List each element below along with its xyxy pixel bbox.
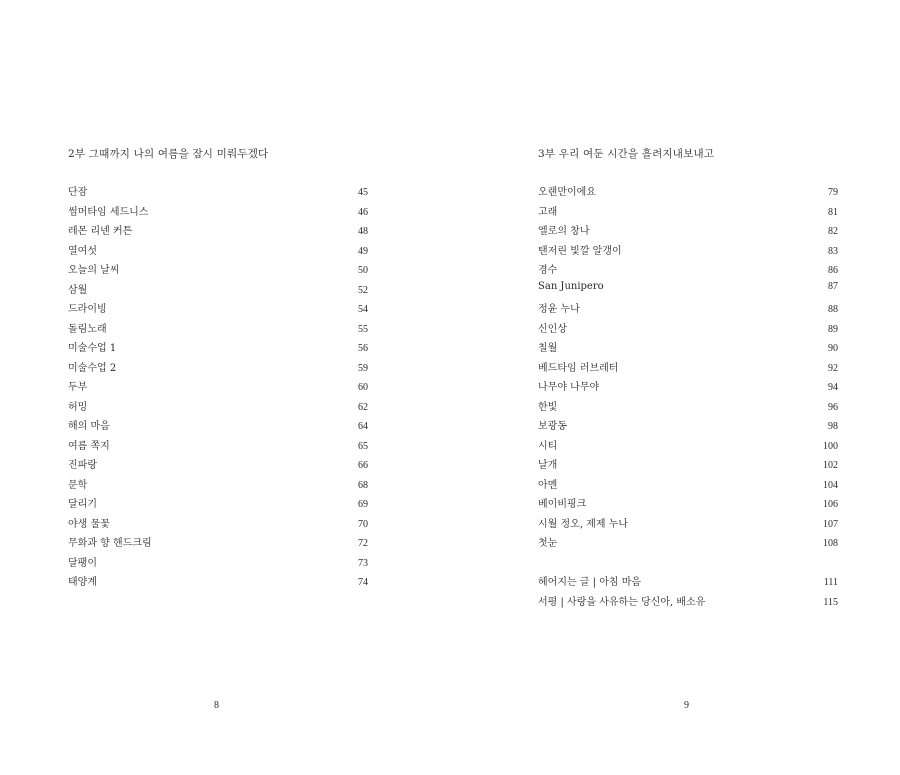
section-title: 3부 우리 여둔 시간을 흘려지내보내고 <box>538 148 715 160</box>
toc-entry-title: 헤어지는 글 | 아침 마음 <box>538 577 642 588</box>
toc-spacer <box>538 554 838 574</box>
toc-entry-page: 89 <box>828 323 838 335</box>
toc-entry-title: 삼월 <box>68 284 88 296</box>
toc-entry-title: 탠저린 빛깔 알갱이 <box>538 245 622 257</box>
toc-entry-page: 69 <box>358 499 368 510</box>
toc-entry-title: 미술수업 2 <box>68 362 117 374</box>
toc-entry-title: 보광동 <box>538 421 567 432</box>
toc-entry-title: 허밍 <box>68 401 88 413</box>
toc-entry[interactable] <box>68 281 368 301</box>
toc-list <box>68 183 368 593</box>
toc-entry-page: 111 <box>823 577 838 588</box>
toc-entry[interactable] <box>68 456 368 476</box>
toc-entry[interactable] <box>538 495 838 515</box>
toc-entry-page: 46 <box>358 206 368 218</box>
toc-entry-title: 시월 정오, 제제 누나 <box>538 518 628 530</box>
toc-entry-title: 오늘의 날씨 <box>68 265 120 276</box>
toc-entry-page: 102 <box>823 460 838 471</box>
toc-entry-page: 108 <box>823 538 838 549</box>
toc-entry[interactable] <box>538 222 838 242</box>
toc-entry[interactable] <box>538 417 838 437</box>
toc-entry[interactable] <box>68 300 368 320</box>
toc-entry[interactable] <box>68 476 368 496</box>
toc-entry[interactable] <box>68 417 368 437</box>
toc-entry[interactable] <box>538 476 838 496</box>
toc-entry-title: San Junipero <box>538 280 604 292</box>
toc-entry-title: 미술수업 1 <box>68 343 117 354</box>
toc-entry[interactable] <box>68 515 368 535</box>
toc-entry[interactable] <box>538 398 838 418</box>
toc-entry-title: 해의 마음 <box>68 421 110 432</box>
toc-entry-title: 레몬 리넨 커튼 <box>68 226 133 237</box>
toc-entry-page: 115 <box>823 596 838 608</box>
toc-entry[interactable] <box>68 320 368 340</box>
toc-entry-page: 96 <box>828 401 838 413</box>
toc-entry-title: 베드타임 러브레터 <box>538 362 619 374</box>
toc-entry-title: 나무야 나무야 <box>538 382 600 393</box>
right-page <box>538 0 838 775</box>
toc-entry-page: 79 <box>828 187 838 198</box>
toc-entry[interactable] <box>68 339 368 359</box>
toc-entry[interactable] <box>68 554 368 574</box>
toc-entry-title: 한빛 <box>538 401 558 413</box>
toc-entry-title: 첫눈 <box>538 538 558 549</box>
toc-entry[interactable] <box>68 534 368 554</box>
toc-entry-title: 진파랑 <box>68 460 97 471</box>
toc-entry-title: 오랜만이에요 <box>538 187 596 198</box>
toc-entry[interactable] <box>538 515 838 535</box>
toc-entry[interactable] <box>538 378 838 398</box>
toc-entry-page: 59 <box>358 362 368 374</box>
toc-appendix-entry[interactable] <box>538 573 838 593</box>
toc-entry[interactable] <box>538 456 838 476</box>
toc-entry-title: 썸머타임 세드니스 <box>68 206 149 218</box>
toc-entry-page: 70 <box>358 518 368 530</box>
toc-entry-title: 두부 <box>68 382 88 393</box>
toc-entry-page: 60 <box>358 382 368 393</box>
toc-entry[interactable] <box>538 359 838 379</box>
toc-entry-page: 73 <box>358 557 368 569</box>
toc-entry-title: 태양계 <box>68 577 97 588</box>
toc-entry-page: 49 <box>358 245 368 257</box>
left-page <box>68 0 368 775</box>
toc-entry-page: 56 <box>358 343 368 354</box>
toc-entry[interactable] <box>68 495 368 515</box>
toc-entry-title: 돌림노래 <box>68 323 107 335</box>
toc-entry-page: 68 <box>358 479 368 491</box>
toc-appendix-entry[interactable] <box>538 593 838 613</box>
page-number: 9 <box>684 700 689 711</box>
toc-entry[interactable] <box>538 339 838 359</box>
toc-entry-page: 48 <box>358 226 368 237</box>
toc-entry[interactable] <box>538 183 838 203</box>
toc-entry[interactable] <box>68 378 368 398</box>
toc-entry-page: 65 <box>358 440 368 452</box>
toc-entry[interactable] <box>68 398 368 418</box>
toc-entry[interactable] <box>538 534 838 554</box>
toc-entry-page: 88 <box>828 304 838 315</box>
toc-entry-title: 신인상 <box>538 323 567 335</box>
toc-entry-title: 베이비핑크 <box>538 499 587 510</box>
toc-entry-page: 54 <box>358 304 368 315</box>
toc-entry-title: 문학 <box>68 479 88 491</box>
toc-entry[interactable] <box>538 320 838 340</box>
toc-entry-page: 81 <box>828 206 838 218</box>
toc-entry-title: 무화과 향 핸드크림 <box>68 538 152 549</box>
page-number: 8 <box>214 700 219 711</box>
toc-entry[interactable] <box>68 261 368 281</box>
toc-entry-title: 열여섯 <box>68 245 97 257</box>
toc-entry-title: 드라이빙 <box>68 304 107 315</box>
toc-entry[interactable] <box>538 300 838 320</box>
toc-entry[interactable] <box>68 183 368 203</box>
toc-entry-title: 날개 <box>538 460 558 471</box>
toc-entry-page: 83 <box>828 245 838 257</box>
toc-entry-page: 94 <box>828 382 838 393</box>
toc-entry[interactable] <box>538 242 838 262</box>
toc-entry[interactable] <box>68 573 368 593</box>
toc-entry-page: 55 <box>358 323 368 335</box>
toc-entry-page: 52 <box>358 284 368 296</box>
toc-entry-title: 경수 <box>538 265 558 276</box>
toc-entry-page: 106 <box>823 499 838 510</box>
toc-entry-title: 시티 <box>538 440 558 452</box>
toc-entry[interactable] <box>68 242 368 262</box>
toc-entry[interactable] <box>538 203 838 223</box>
toc-entry-page: 86 <box>828 265 838 276</box>
toc-entry-page: 92 <box>828 362 838 374</box>
toc-entry[interactable] <box>68 222 368 242</box>
toc-entry-title: 칠월 <box>538 343 558 354</box>
toc-entry-title: 엘로의 창나 <box>538 226 590 237</box>
toc-entry-title: 여름 쪽지 <box>68 440 110 452</box>
toc-entry-title: 정윤 누나 <box>538 304 580 315</box>
toc-entry-page: 107 <box>823 518 838 530</box>
toc-entry-page: 64 <box>358 421 368 432</box>
toc-entry-title: 야생 물꽃 <box>68 518 110 530</box>
toc-entry-title: 서평 | 사랑을 사유하는 당신아, 배소유 <box>538 596 706 608</box>
toc-entry[interactable] <box>68 203 368 223</box>
toc-entry[interactable] <box>538 437 838 457</box>
toc-entry-page: 87 <box>828 280 838 292</box>
toc-entry-page: 82 <box>828 226 838 237</box>
toc-entry[interactable] <box>68 359 368 379</box>
section-title: 2부 그때까지 나의 여름을 잠시 미뤄두겠다 <box>68 148 269 160</box>
toc-entry-page: 74 <box>358 577 368 588</box>
toc-entry-title: 달팽이 <box>68 557 97 569</box>
toc-entry-title: 달리기 <box>68 499 97 510</box>
toc-entry-page: 66 <box>358 460 368 471</box>
toc-entry-page: 62 <box>358 401 368 413</box>
toc-list <box>538 183 838 612</box>
toc-entry-page: 45 <box>358 187 368 198</box>
toc-entry-page: 50 <box>358 265 368 276</box>
toc-entry[interactable] <box>68 437 368 457</box>
toc-entry-page: 98 <box>828 421 838 432</box>
toc-entry-title: 고래 <box>538 206 558 218</box>
toc-entry-page: 100 <box>823 440 838 452</box>
toc-entry-page: 90 <box>828 343 838 354</box>
toc-entry[interactable] <box>538 281 838 301</box>
toc-entry[interactable] <box>538 261 838 281</box>
toc-entry-page: 104 <box>823 479 838 491</box>
toc-entry-page: 72 <box>358 538 368 549</box>
toc-entry-title: 단잠 <box>68 187 88 198</box>
toc-entry-title: 아멘 <box>538 479 558 491</box>
